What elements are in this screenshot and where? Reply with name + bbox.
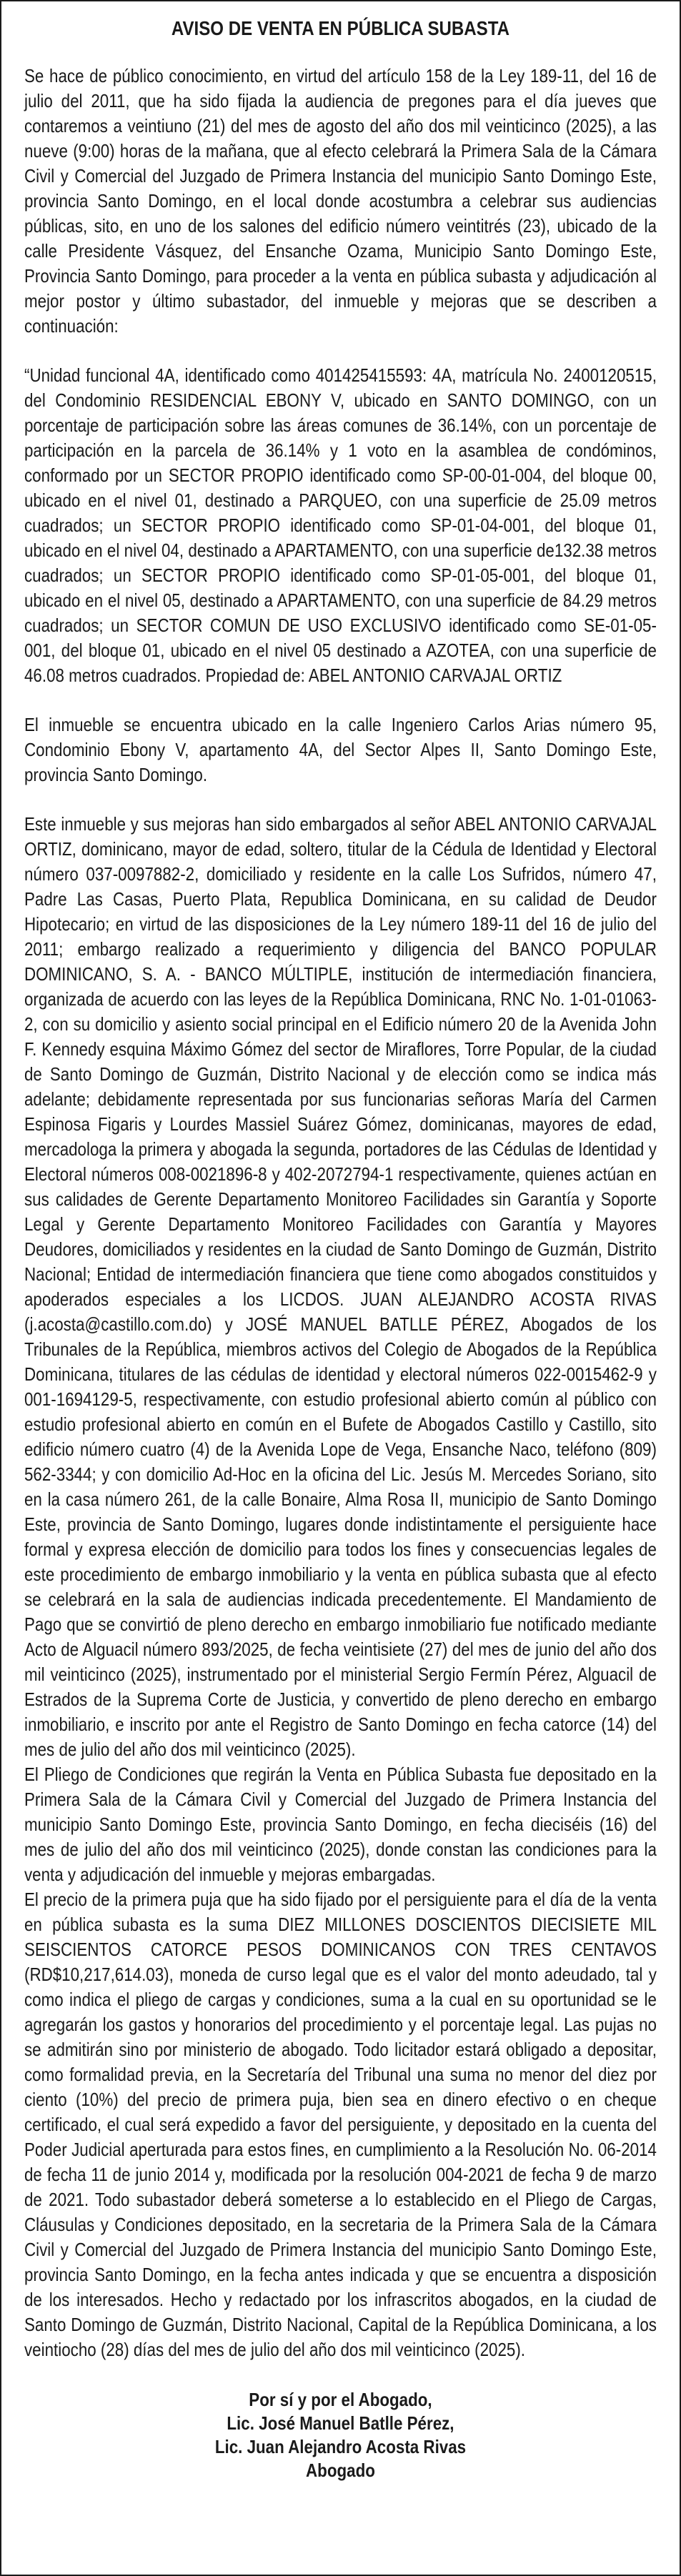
conditions-paragraph: El Pliego de Condiciones que regirán la Venta en Pública Subasta fue depositado en la Primera Sala de la Cámara Civil y Comercial del Juzgado de Primera Instancia del municipio Santo Domingo Este, provincia Santo Domingo, en fecha dieciséis (16) del mes de julio del año dos mil veinticinco (2025), donde constan las condiciones para la venta y adjudicación del inmueble y mejoras embargadas. <box>24 1764 657 1885</box>
location-paragraph: El inmueble se encuentra ubicado en la calle Ingeniero Carlos Arias número 95, Condominio Ebony V, apartamento 4A, del Sector Alpes II, Santo Domingo Este, provincia Santo Domingo. <box>24 714 657 785</box>
signature-block <box>24 2388 657 2482</box>
price-paragraph: El precio de la primera puja que ha sido fijado por el persiguiente para el día de la venta en pública subasta es la suma DIEZ MILLONES DOSCIENTOS DIECISIETE MIL SEISCIENTOS CATORCE PESOS DOMINICANOS CON TRES CENTAVOS (RD$10,217,614.03), moneda de curso legal que es el valor del monto adeudado, tal y como indica el pliego de cargas y condiciones, suma a la cual en su oportunidad se le agregarán los gastos y honorarios del procedimiento y el porcentaje legal. Las pujas no se admitirán sino por ministerio de abogado. Todo licitador estará obligado a depositar, como formalidad previa, en la Secretaría del Tribunal una suma no menor del diez por ciento (10%) del precio de primera puja, bien sea en dinero efectivo o en cheque certificado, el cual será expedido a favor del persiguiente, y depositado en la cuenta del Poder Judicial aperturada para estos fines, en cumplimiento a la Resolución No. 06-2014 de fecha 11 de junio 2014 y, modificada por la resolución 004-2021 de fecha 9 de marzo de 2021. Todo subastador deberá someterse a lo establecido en el Pliego de Cargas, Cláusulas y Condiciones depositado, en la secretaria de la Primera Sala de la Cámara Civil y Comercial del Juzgado de Primera Instancia del municipio Santo Domingo Este, provincia Santo Domingo, en la fecha antes indicada y que se encuentra a disposición de los interesados. Hecho y redactado por los infrascritos abogados, en la ciudad de Santo Domingo de Guzmán, Distrito Nacional, Capital de la República Dominicana, a los veintiocho (28) días del mes de julio del año dos mil veinticinco (2025). <box>24 1889 657 2360</box>
signature-line-1: Por sí y por el Abogado, <box>249 2389 432 2410</box>
signature-line-4: Abogado <box>306 2460 375 2481</box>
seizure-details-paragraph: Este inmueble y sus mejoras han sido embargados al señor ABEL ANTONIO CARVAJAL ORTIZ, dominicano, mayor de edad, soltero, titular de la Cédula de Identidad y Electoral número 037-0097882-2, domiciliado y residente en la calle Los Sufridos, número 47, Padre Las Casas, Puerto Plata, Republica Dominicana, en su calidad de Deudor Hipotecario; en virtud de las disposiciones de la Ley número 189-11 del 16 de julio del 2011; embargo realizado a requerimiento y diligencia del BANCO POPULAR DOMINICANO, S. A. - BANCO MÚLTIPLE, institución de intermediación financiera, organizada de acuerdo con las leyes de la República Dominicana, RNC No. 1-01-01063-2, con su domicilio y asiento social principal en el Edificio número 20 de la Avenida John F. Kennedy esquina Máximo Gómez del sector de Miraflores, Torre Popular, de la ciudad de Santo Domingo de Guzmán, Distrito Nacional y de elección como se indica más adelante; debidamente representada por sus funcionarias señoras María del Carmen Espinosa Figaris y Lourdes Massiel Suárez Gómez, dominicanas, mayores de edad, mercadologa la primera y abogada la segunda, portadores de las Cédulas de Identidad y Electoral números 008-0021896-8 y 402-2072794-1 respectivamente, quienes actúan en sus calidades de Gerente Departamento Monitoreo Facilidades sin Garantía y Soporte Legal y Gerente Departamento Monitoreo Facilidades con Garantía y Mayores Deudores, domiciliados y residentes en la ciudad de Santo Domingo de Guzmán, Distrito Nacional; Entidad de intermediación financiera que tiene como abogados constituidos y apoderados especiales a los LICDOS. JUAN ALEJANDRO ACOSTA RIVAS (j.acosta@castillo.com.do) y JOSÉ MANUEL BATLLE PÉREZ, Abogados de los Tribunales de la República, miembros activos del Colegio de Abogados de la República Dominicana, titulares de las cédulas de identidad y electoral números 022-0015462-9 y 001-1694129-5, respectivamente, con estudio profesional abierto común al público con estudio profesional abierto en común en el Bufete de Abogados Castillo y Castillo, sito edificio número cuatro (4) de la Avenida Lope de Vega, Ensanche Naco, teléfono (809) 562-3344; y con domicilio Ad-Hoc en la oficina del Lic. Jesús M. Mercedes Soriano, sito en la casa número 261, de la calle Bonaire, Alma Rosa II, municipio de Santo Domingo Este, provincia de Santo Domingo, lugares donde indistintamente el persiguiente hace formal y expresa elección de domicilio para todos los fines y consecuencias legales de este procedimiento de embargo inmobiliario y la venta en pública subasta que al efecto se celebrará en la sala de audiencias indicada precedentemente. El Mandamiento de Pago que se convirtió de pleno derecho en embargo inmobiliario fue notificado mediante Acto de Alguacil número 893/2025, de fecha veintisiete (27) del mes de junio del año dos mil veinticinco (2025), instrumentado por el ministerial Sergio Fermín Pérez, Alguacil de Estrados de la Suprema Corte de Justicia, y convertido de pleno derecho en embargo inmobiliario, e inscrito por ante el Registro de Santo Domingo en fecha catorce (14) del mes de julio del año dos mil veinticinco (2025). <box>24 813 657 1760</box>
signature-line-3: Lic. Juan Alejandro Acosta Rivas <box>214 2436 467 2457</box>
signature-line-2: Lic. José Manuel Batlle Pérez, <box>227 2412 454 2434</box>
notice-body <box>24 16 657 2482</box>
property-description-paragraph: “Unidad funcional 4A, identificado como 401425415593: 4A, matrícula No. 2400120515, del Condominio RESIDENCIAL EBONY V, ubicado en SANTO DOMINGO, con un porcentaje de participación sobre las áreas comunes de 36.14%, con un porcentaje de participación en la parcela de 36.14% y 1 voto en la asamblea de condóminos, conformado por un SECTOR PROPIO identificado como SP-00-01-004, del bloque 00, ubicado en el nivel 01, destinado a PARQUEO, con una superficie de 25.09 metros cuadrados; un SECTOR PROPIO identificado como SP-01-04-001, del bloque 01, ubicado en el nivel 04, destinado a APARTAMENTO, con una superficie de132.38 metros cuadrados; un SECTOR PROPIO identificado como SP-01-05-001, del bloque 01, ubicado en el nivel 05, destinado a APARTAMENTO, con una superficie de 84.29 metros cuadrados; un SECTOR COMUN DE USO EXCLUSIVO identificado como SE-01-05-001, del bloque 01, ubicado en el nivel 05 destinado a AZOTEA, con una superficie de 46.08 metros cuadrados. Propiedad de: ABEL ANTONIO CARVAJAL ORTIZ <box>24 364 657 686</box>
intro-paragraph: Se hace de público conocimiento, en virtud del artículo 158 de la Ley 189-11, del 16 de julio del 2011, que ha sido fijada la audiencia de pregones para el día jueves que contaremos a veintiuno (21) del mes de agosto del año dos mil veinticinco (2025), a las nueve (9:00) horas de la mañana, que al efecto celebrará la Primera Sala de la Cámara Civil y Comercial del Juzgado de Primera Instancia del municipio Santo Domingo Este, provincia Santo Domingo, en el local donde acostumbra a celebrar sus audiencias públicas, sito, en uno de los salones del edificio número veintitrés (23), ubicado de la calle Presidente Vásquez, del Ensanche Ozama, Municipio Santo Domingo Este, Provincia Santo Domingo, para proceder a la venta en pública subasta y adjudicación al mejor postor y último subastador, del inmueble y mejoras que se describen a continuación: <box>24 65 657 337</box>
notice-title: AVISO DE VENTA EN PÚBLICA SUBASTA <box>171 17 510 39</box>
